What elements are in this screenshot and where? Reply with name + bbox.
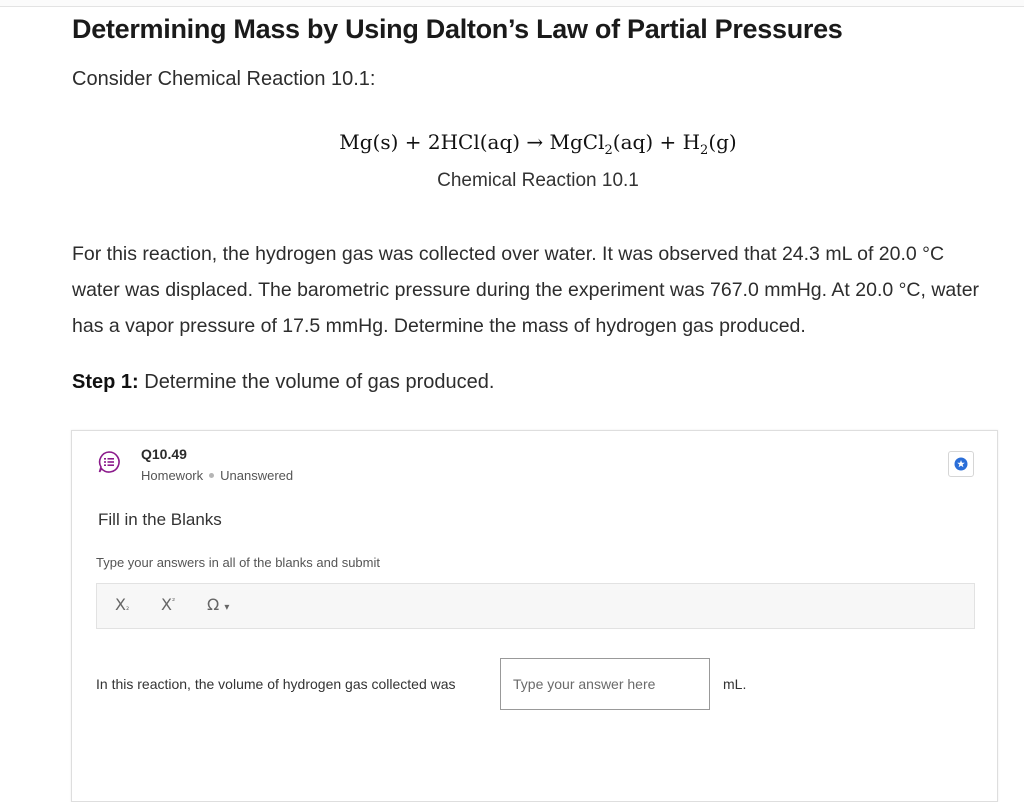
question-kind: Fill in the Blanks: [98, 510, 222, 529]
answer-row: [96, 658, 973, 712]
step-label: Step 1:: [72, 371, 139, 393]
subscript-button[interactable]: X₂: [115, 595, 130, 614]
equation-part-mid: (aq) + H: [612, 130, 701, 154]
question-type: Homework: [141, 468, 204, 483]
equation-subscript-2: 2: [700, 143, 709, 158]
superscript-button[interactable]: $X^{^2}$: [161, 595, 176, 614]
step-instruction: [72, 371, 494, 394]
special-characters-button[interactable]: Ω ▾: [207, 595, 230, 614]
formatting-toolbar: [96, 583, 975, 629]
page-content: [72, 14, 1002, 393]
bookmark-button[interactable]: [948, 451, 974, 477]
answer-unit: mL.: [723, 676, 747, 692]
equation-part-left: Mg(s) + 2HCl(aq) → MgCl: [339, 130, 605, 154]
star-icon: [954, 457, 968, 471]
question-meta: [141, 468, 293, 483]
equation-caption: Chemical Reaction 10.1: [437, 170, 639, 191]
answer-input[interactable]: [500, 658, 710, 710]
separator-dot: [209, 473, 214, 478]
instructions-text: Type your answers in all of the blanks and submit: [96, 555, 380, 570]
equation-part-right: (g): [708, 130, 737, 154]
step-text: Determine the volume of gas produced.: [138, 371, 495, 393]
question-list-icon: [97, 450, 121, 474]
equation-subscript-1: 2: [604, 143, 613, 158]
intro-text: Consider Chemical Reaction 10.1:: [72, 68, 376, 90]
answer-prompt: In this reaction, the volume of hydrogen gas collected was: [96, 676, 456, 692]
question-card: [71, 430, 998, 802]
problem-text: For this reaction, the hydrogen gas was collected over water. It was observed that 24.3 mL of 20.0 °C water was displaced. The barometric pressure during the experiment was 767.0 mmHg. At 20.0 °C, water has a vapor pressure of 17.5 mmHg. Determine the mass of hydrogen gas produced.: [72, 243, 980, 337]
page-title: Determining Mass by Using Dalton’s Law of Partial Pressures: [72, 14, 843, 44]
chemical-equation: [328, 130, 748, 158]
question-status: Unanswered: [220, 468, 294, 483]
top-border: [0, 0, 1024, 7]
question-id: Q10.49: [141, 446, 187, 462]
chevron-down-icon: ▾: [224, 602, 230, 613]
